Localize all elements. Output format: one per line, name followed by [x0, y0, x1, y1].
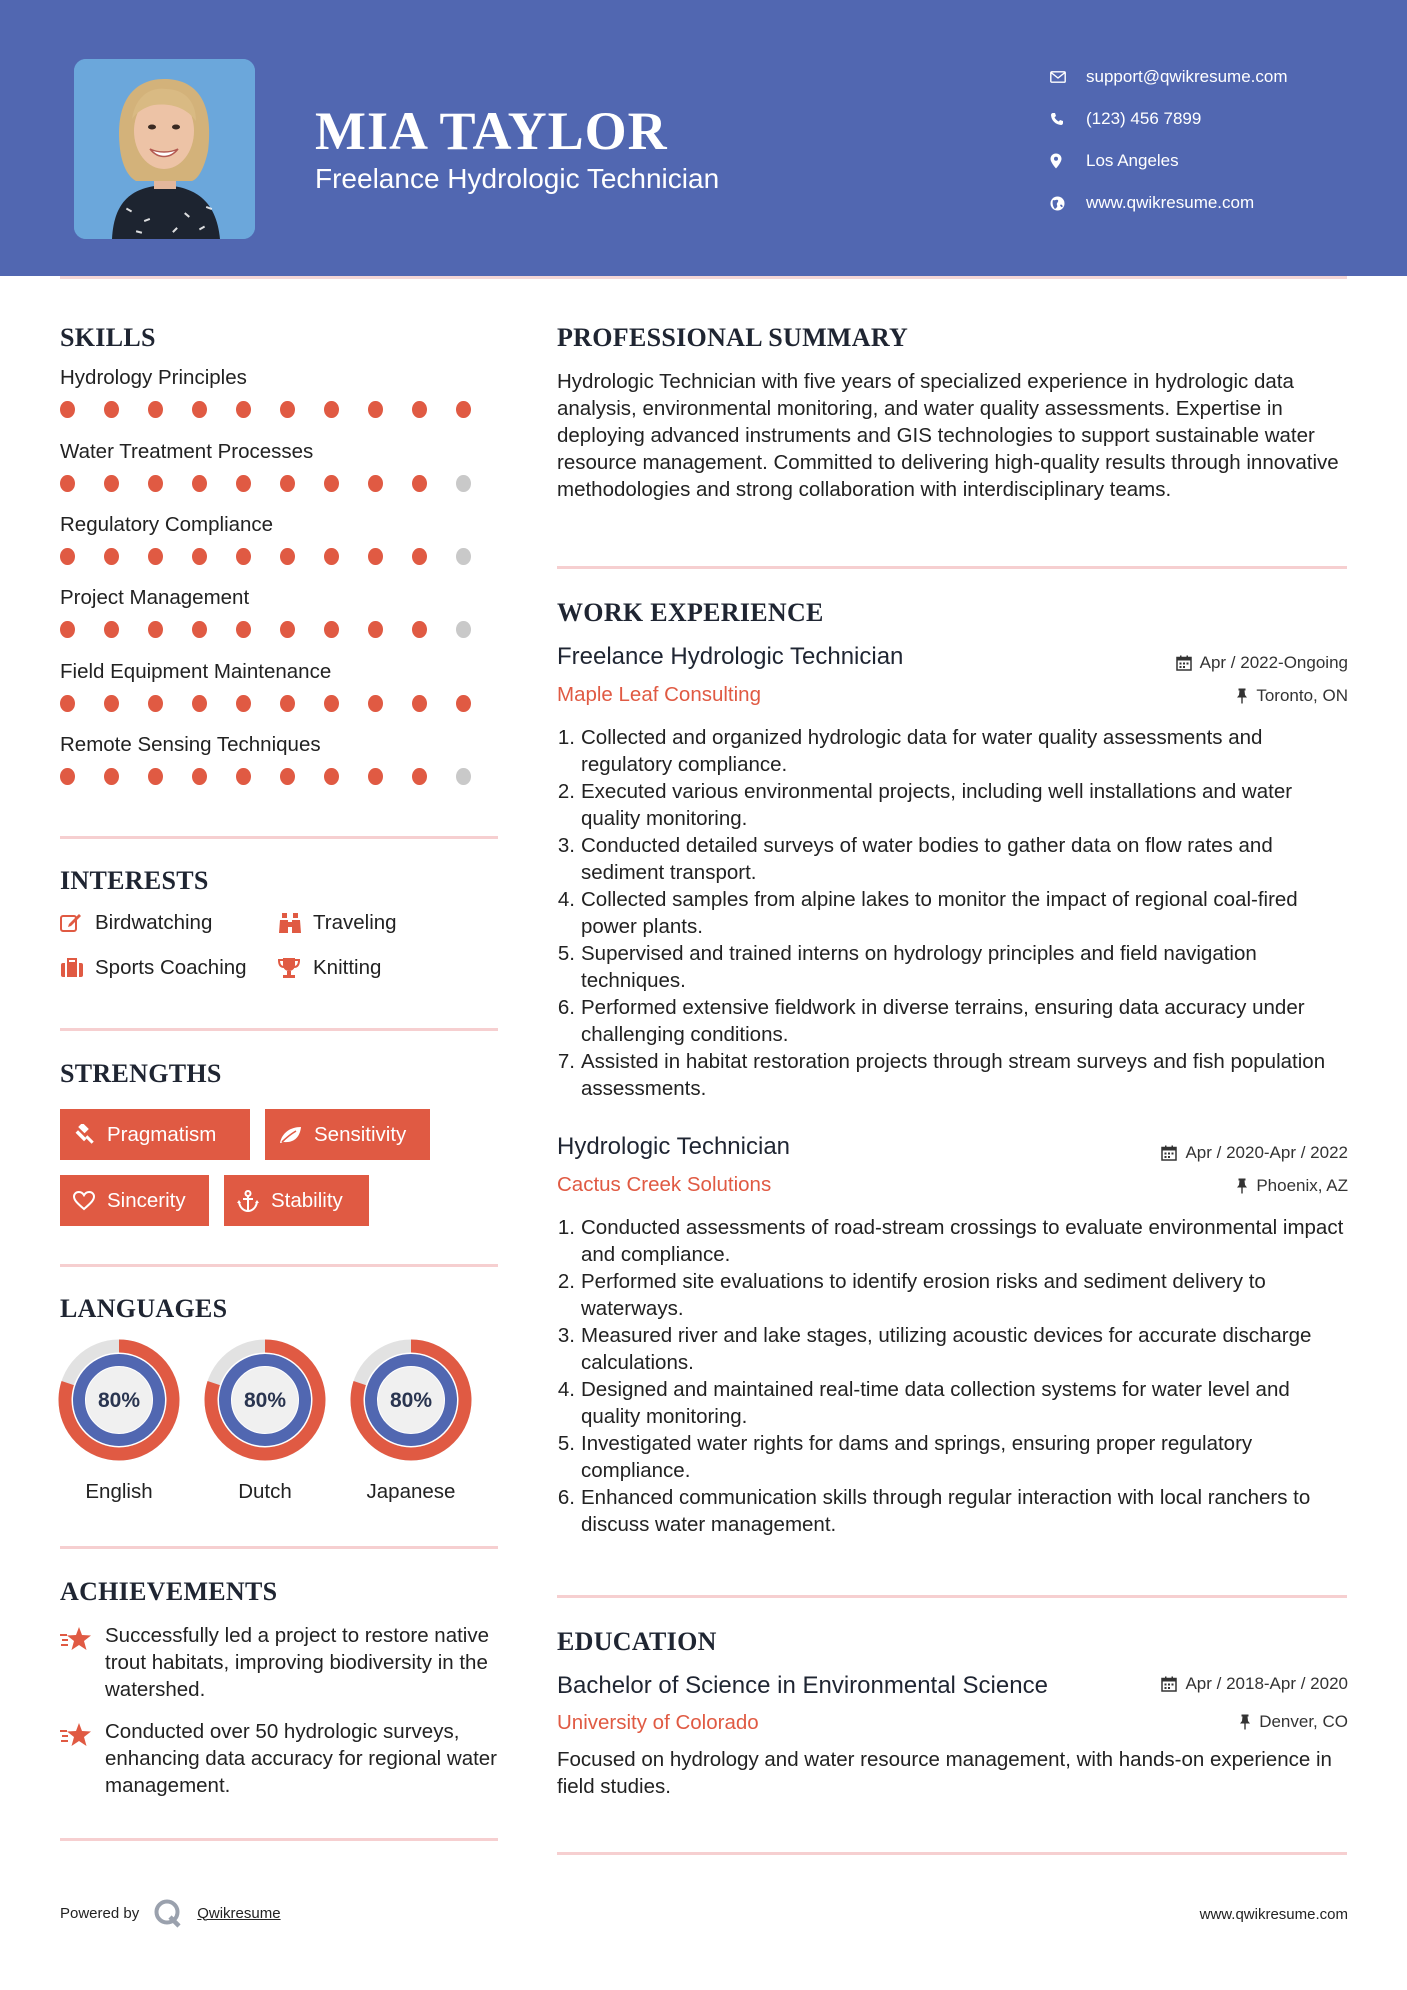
rating-dot-filled: [368, 695, 383, 712]
section-divider: [557, 1595, 1347, 1598]
globe-icon: [1050, 196, 1086, 211]
brand-link[interactable]: Qwikresume: [197, 1904, 281, 1922]
gavel-icon: [73, 1124, 95, 1146]
bullet-item: [557, 724, 1347, 778]
resume-header: [0, 0, 1407, 276]
bullet-text: Supervised and trained interns on hydrology principles and field navigation techniques.: [581, 942, 1257, 992]
location-text: Denver, CO: [1259, 1712, 1348, 1731]
rating-dot-filled: [60, 695, 75, 712]
rating-dot-filled: [412, 768, 427, 785]
skill-item: [60, 366, 500, 418]
location-text: Los Angeles: [1086, 151, 1179, 170]
language-item: [204, 1339, 326, 1504]
bullet-item: [557, 832, 1347, 886]
contact-location: [1050, 140, 1288, 182]
rating-dot-filled: [148, 475, 163, 492]
job-dates: [1161, 1143, 1348, 1163]
calendar-icon: [1176, 655, 1192, 671]
language-item: [58, 1339, 180, 1504]
dates-text: Apr / 2018-Apr / 2020: [1185, 1674, 1348, 1693]
job-dates: [1176, 653, 1348, 673]
bullet-number: 4.: [557, 888, 575, 911]
skill-rating: [60, 621, 500, 638]
pushpin-icon: [1236, 1178, 1248, 1194]
footer-website[interactable]: www.qwikresume.com: [1199, 1906, 1348, 1923]
rating-dot-filled: [104, 621, 119, 638]
skill-item: [60, 586, 500, 638]
location-text: Toronto, ON: [1256, 686, 1348, 705]
bullet-item: [557, 1048, 1347, 1102]
rating-dot-filled: [60, 401, 75, 418]
bullet-item: [557, 994, 1347, 1048]
summary-heading: PROFESSIONAL SUMMARY: [557, 323, 909, 352]
bullet-number: 1.: [557, 1216, 575, 1239]
skill-name: Project Management: [60, 586, 250, 609]
section-divider: [60, 836, 498, 839]
rating-dot-filled: [368, 401, 383, 418]
rating-dot-filled: [280, 768, 295, 785]
bullet-item: [557, 1214, 1347, 1268]
gauge-percent-label: 80%: [389, 1389, 433, 1412]
language-gauge: [58, 1339, 180, 1461]
achievement-item: [60, 1718, 500, 1799]
gauge-percent-label: 80%: [243, 1389, 287, 1412]
rating-dot-filled: [192, 768, 207, 785]
rating-dot-filled: [324, 475, 339, 492]
section-divider: [557, 566, 1347, 569]
skill-rating: [60, 401, 500, 418]
bullet-item: [557, 1430, 1347, 1484]
bullet-text: Performed site evaluations to identify erosion risks and sediment delivery to waterways.: [581, 1270, 1266, 1320]
bullet-number: 1.: [557, 726, 575, 749]
language-name: English: [85, 1480, 153, 1503]
skill-name: Regulatory Compliance: [60, 513, 274, 536]
strength-label: Stability: [271, 1188, 343, 1212]
rating-dot-filled: [456, 401, 471, 418]
strength-badge: [60, 1109, 250, 1160]
strength-label: Pragmatism: [107, 1122, 217, 1146]
edit-icon: [60, 913, 95, 933]
bullet-text: Investigated water rights for dams and springs, ensuring proper regulatory compliance.: [581, 1432, 1253, 1482]
bullet-text: Executed various environmental projects, including well installations and water quality monitoring.: [581, 780, 1293, 830]
bullet-item: [557, 940, 1347, 994]
degree-title: Bachelor of Science in Environmental Science: [557, 1672, 1048, 1699]
rating-dot-filled: [324, 768, 339, 785]
skill-item: [60, 660, 500, 712]
rating-dot-empty: [456, 621, 471, 638]
bullet-text: Performed extensive fieldwork in diverse terrains, ensuring data accuracy under challenging conditions.: [581, 996, 1305, 1046]
calendar-icon: [1161, 1676, 1177, 1692]
dates-text: Apr / 2022-Ongoing: [1199, 653, 1348, 672]
skill-rating: [60, 475, 500, 492]
interest-label: Sports Coaching: [95, 956, 247, 979]
rating-dot-filled: [324, 401, 339, 418]
pushpin-icon: [1239, 1714, 1251, 1730]
rating-dot-filled: [104, 401, 119, 418]
interest-item: [60, 911, 212, 935]
rating-dot-filled: [60, 475, 75, 492]
job-bullets: [557, 1214, 1347, 1538]
strength-badge: [60, 1175, 209, 1226]
interest-label: Birdwatching: [95, 911, 213, 934]
contact-email[interactable]: [1050, 56, 1288, 98]
bullet-item: [557, 1484, 1347, 1538]
anchor-icon: [237, 1190, 259, 1212]
rating-dot-filled: [280, 695, 295, 712]
bullet-item: [557, 886, 1347, 940]
bullet-number: 5.: [557, 1432, 575, 1455]
achievement-text: Conducted over 50 hydrologic surveys, enhancing data accuracy for regional water management.: [105, 1720, 498, 1797]
rating-dot-filled: [456, 695, 471, 712]
rating-dot-filled: [236, 621, 251, 638]
rating-dot-filled: [412, 695, 427, 712]
binoculars-icon: [278, 912, 313, 934]
map-pin-icon: [1050, 153, 1086, 169]
rating-dot-filled: [324, 621, 339, 638]
bullet-text: Conducted assessments of road-stream crossings to evaluate environmental impact and compliance.: [581, 1216, 1344, 1266]
heart-icon: [73, 1191, 95, 1211]
skill-rating: [60, 548, 500, 565]
education-location: [1239, 1712, 1348, 1732]
gauge-percent-label: 80%: [97, 1389, 141, 1412]
phone-text: (123) 456 7899: [1086, 109, 1202, 128]
profile-photo: [74, 59, 255, 239]
rating-dot-filled: [192, 548, 207, 565]
leaf-icon: [278, 1125, 302, 1145]
rating-dot-filled: [104, 475, 119, 492]
school-name: University of Colorado: [557, 1711, 759, 1734]
skill-name: Water Treatment Processes: [60, 440, 314, 463]
rating-dot-empty: [456, 548, 471, 565]
section-divider: [60, 1546, 498, 1549]
rating-dot-filled: [280, 475, 295, 492]
rating-dot-filled: [368, 548, 383, 565]
skill-item: [60, 733, 500, 785]
rating-dot-filled: [236, 475, 251, 492]
company-name: Maple Leaf Consulting: [557, 683, 761, 706]
skills-heading: SKILLS: [60, 323, 156, 352]
pushpin-icon: [1236, 688, 1248, 704]
achievements-heading: ACHIEVEMENTS: [60, 1577, 278, 1606]
rating-dot-filled: [412, 548, 427, 565]
bullet-item: [557, 1376, 1347, 1430]
location-text: Phoenix, AZ: [1256, 1176, 1348, 1195]
education-description: Focused on hydrology and water resource management, with hands-on experience in field studies.: [557, 1748, 1332, 1798]
bullet-number: 2.: [557, 780, 575, 803]
rating-dot-filled: [148, 768, 163, 785]
skill-name: Hydrology Principles: [60, 366, 247, 389]
bullet-item: [557, 778, 1347, 832]
strength-badge: [265, 1109, 430, 1160]
rating-dot-filled: [324, 695, 339, 712]
candidate-title: Freelance Hydrologic Technician: [315, 163, 720, 194]
languages-heading: LANGUAGES: [60, 1294, 228, 1323]
powered-by-text: Powered by: [60, 1904, 140, 1922]
rating-dot-filled: [148, 621, 163, 638]
job-bullets: [557, 724, 1347, 1102]
education-dates: [1161, 1674, 1348, 1694]
bullet-text: Designed and maintained real-time data collection systems for water level and quality monitoring.: [581, 1378, 1290, 1428]
rating-dot-filled: [148, 401, 163, 418]
rating-dot-filled: [192, 695, 207, 712]
rating-dot-filled: [60, 548, 75, 565]
rating-dot-filled: [280, 548, 295, 565]
rating-dot-filled: [412, 621, 427, 638]
interest-item: [60, 956, 247, 980]
bullet-number: 6.: [557, 1486, 575, 1509]
briefcase-icon: [60, 958, 95, 978]
section-divider: [557, 1852, 1347, 1855]
rating-dot-filled: [60, 621, 75, 638]
strength-badge: [224, 1175, 369, 1226]
email-text: support@qwikresume.com: [1086, 67, 1288, 86]
rating-dot-filled: [104, 548, 119, 565]
job-location: [1236, 1176, 1348, 1196]
strength-label: Sensitivity: [314, 1122, 407, 1146]
rating-dot-filled: [104, 768, 119, 785]
section-divider: [60, 1838, 498, 1841]
skill-item: [60, 513, 500, 565]
bullet-number: 3.: [557, 1324, 575, 1347]
rating-dot-filled: [236, 768, 251, 785]
language-item: [350, 1339, 472, 1504]
rating-dot-filled: [236, 548, 251, 565]
language-name: Dutch: [238, 1480, 292, 1503]
strengths-heading: STRENGTHS: [60, 1059, 222, 1088]
skill-name: Remote Sensing Techniques: [60, 733, 321, 756]
rating-dot-empty: [456, 768, 471, 785]
achievement-text: Successfully led a project to restore native trout habitats, improving biodiversity in the watershed.: [105, 1624, 489, 1701]
job-title: Hydrologic Technician: [557, 1133, 791, 1160]
contact-phone[interactable]: [1050, 98, 1288, 140]
language-gauge: [204, 1339, 326, 1461]
skill-name: Field Equipment Maintenance: [60, 660, 332, 683]
rating-dot-filled: [192, 401, 207, 418]
website-text: www.qwikresume.com: [1086, 193, 1255, 212]
contact-website[interactable]: [1050, 182, 1288, 224]
dates-text: Apr / 2020-Apr / 2022: [1185, 1143, 1348, 1162]
bullet-item: [557, 1322, 1347, 1376]
interest-item: [278, 956, 381, 980]
experience-heading: WORK EXPERIENCE: [557, 598, 824, 627]
bullet-text: Measured river and lake stages, utilizing acoustic devices for accurate discharge calculations.: [581, 1324, 1312, 1374]
phone-icon: [1050, 112, 1086, 126]
achievement-item: [60, 1622, 500, 1703]
bullet-text: Enhanced communication skills through regular interaction with local ranchers to discuss water management.: [581, 1486, 1311, 1536]
rating-dot-filled: [104, 695, 119, 712]
skill-item: [60, 440, 500, 492]
bullet-text: Assisted in habitat restoration projects through stream surveys and fish population assessments.: [581, 1050, 1326, 1100]
bullet-number: 7.: [557, 1050, 575, 1073]
trophy-icon: [278, 957, 313, 979]
rating-dot-filled: [368, 475, 383, 492]
envelope-icon: [1050, 71, 1086, 83]
bullet-number: 4.: [557, 1378, 575, 1401]
rating-dot-filled: [236, 695, 251, 712]
candidate-name: MIA TAYLOR: [315, 101, 668, 161]
job-title: Freelance Hydrologic Technician: [557, 643, 904, 670]
rating-dot-filled: [192, 621, 207, 638]
rating-dot-filled: [280, 621, 295, 638]
footer-powered-by: [60, 1898, 281, 1928]
bullet-text: Conducted detailed surveys of water bodies to gather data on flow rates and sediment transport.: [581, 834, 1273, 884]
education-heading: EDUCATION: [557, 1627, 717, 1656]
bullet-number: 6.: [557, 996, 575, 1019]
rating-dot-filled: [368, 768, 383, 785]
bullet-number: 5.: [557, 942, 575, 965]
rating-dot-filled: [412, 475, 427, 492]
header-divider: [60, 276, 1347, 279]
calendar-icon: [1161, 1145, 1177, 1161]
bullet-text: Collected samples from alpine lakes to monitor the impact of regional coal-fired power plants.: [581, 888, 1298, 938]
bullet-number: 2.: [557, 1270, 575, 1293]
rating-dot-filled: [192, 475, 207, 492]
rating-dot-filled: [280, 401, 295, 418]
language-name: Japanese: [366, 1480, 456, 1503]
interests-heading: INTERESTS: [60, 866, 209, 895]
strength-label: Sincerity: [107, 1188, 186, 1212]
skill-rating: [60, 695, 500, 712]
job-location: [1236, 686, 1348, 706]
section-divider: [60, 1028, 498, 1031]
rating-dot-empty: [456, 475, 471, 492]
company-name: Cactus Creek Solutions: [557, 1173, 772, 1196]
summary-text: Hydrologic Technician with five years of specialized experience in hydrologic data analysis, environmental monitoring, and water quality assessments. Expertise in deploying advanced instruments and GIS technologies to support sustainable water resource management. Committed to delivering high-quality results through innovative methodologies and strong collaboration with interdisciplinary teams.: [557, 370, 1339, 501]
star-icon: [60, 1622, 105, 1703]
contact-list: [1050, 56, 1288, 224]
rating-dot-filled: [236, 401, 251, 418]
language-gauge: [350, 1339, 472, 1461]
rating-dot-filled: [148, 548, 163, 565]
star-icon: [60, 1718, 105, 1799]
rating-dot-filled: [412, 401, 427, 418]
interest-label: Traveling: [313, 911, 397, 934]
qwikresume-logo-icon: [153, 1898, 183, 1928]
skill-rating: [60, 768, 500, 785]
rating-dot-filled: [368, 621, 383, 638]
bullet-number: 3.: [557, 834, 575, 857]
section-divider: [60, 1264, 498, 1267]
rating-dot-filled: [324, 548, 339, 565]
bullet-item: [557, 1268, 1347, 1322]
bullet-text: Collected and organized hydrologic data for water quality assessments and regulatory compliance.: [581, 726, 1263, 776]
interest-item: [278, 911, 397, 935]
rating-dot-filled: [148, 695, 163, 712]
rating-dot-filled: [60, 768, 75, 785]
interest-label: Knitting: [313, 956, 382, 979]
